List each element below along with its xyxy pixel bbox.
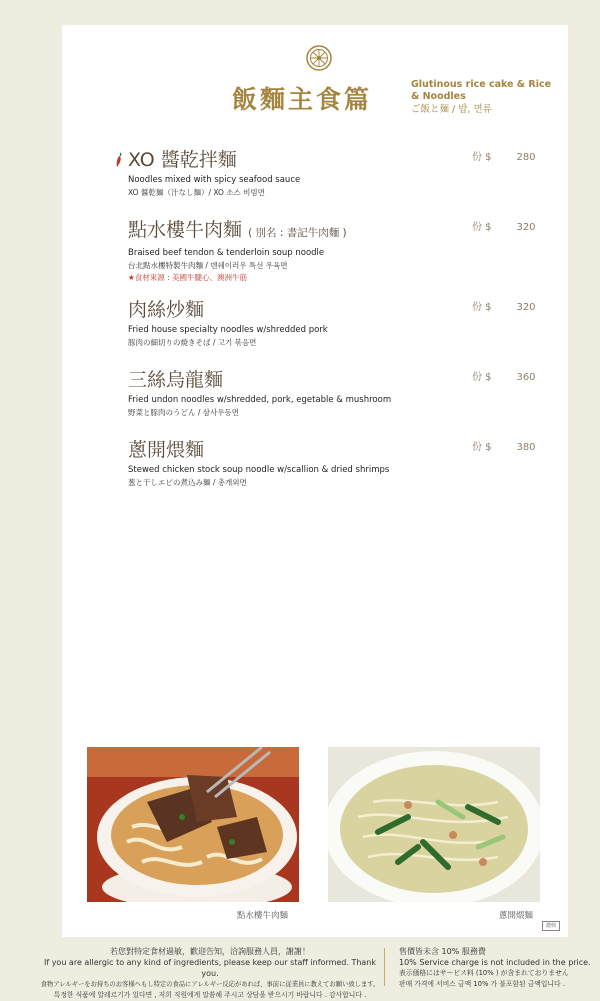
service-zh: 售價皆未含 10% 服務費 (399, 947, 486, 956)
beef-noodle-photo (87, 747, 299, 902)
item-price (472, 368, 536, 383)
wheel-logo-icon (306, 45, 332, 71)
footer-divider (384, 948, 385, 986)
category-subtitle-en: Glutinous rice cake & Rice & Noodles (411, 79, 552, 102)
category-subtitle-jp-kr: ご飯と麺 / 밥, 면류 (411, 104, 492, 115)
service-kr: 판매 가격에 서비스 금액 10% 가 불포함된 금액입니다 . (399, 980, 565, 988)
item-name-text: 點水樓牛肉麵 (128, 219, 243, 241)
item-name: 三絲烏龍麵 (128, 369, 224, 391)
item-price (472, 218, 536, 233)
category-subtitle (411, 79, 561, 116)
chili-pepper-icon (114, 152, 124, 168)
price-amount: 320 (516, 222, 536, 233)
seal-stamp: 濃興 (542, 921, 560, 931)
price-amount: 280 (516, 152, 536, 163)
item-price (472, 438, 536, 453)
photo-caption: 蔥開煨麵 (499, 911, 534, 921)
allergy-en: If you are allergic to any kind of ingredients, please keep our staff informed. Thank you. (43, 958, 377, 978)
item-ingredient-note: ★食材來源 : 美國牛腱心、澳洲牛筋 (128, 273, 248, 282)
service-jp: 表示価格にはサービス料 (10% ) が含まれておりません (399, 969, 569, 977)
item-english: Fried undon noodles w/shredded, pork, egetable & mushroom (128, 395, 392, 405)
item-jp-kr: 葱と干しエビの煮込み麺 / 총개외면 (128, 478, 247, 487)
item-name: XO 醬乾拌麵 (128, 149, 237, 171)
category-title: 飯麵主食篇 (232, 85, 373, 114)
service-charge-notice (399, 946, 599, 990)
item-jp-kr: 台北點水樓特製牛肉麵 / 뎬쉐이러우 특선 우육면 (128, 261, 288, 270)
item-price (472, 298, 536, 313)
price-label: 份 $ (472, 302, 492, 313)
price-label: 份 $ (472, 152, 492, 163)
price-label: 份 $ (472, 442, 492, 453)
price-amount: 380 (516, 442, 536, 453)
item-jp-kr: 野菜と豚肉のうどん / 삼사우동면 (128, 408, 240, 417)
item-name: 肉絲炒麵 (128, 299, 205, 321)
menu-card (62, 25, 568, 937)
item-english: Fried house specialty noodles w/shredded pork (128, 325, 328, 335)
item-jp-kr: XO 醤乾麺（汁なし麺）/ XO 소스 비빔면 (128, 188, 265, 197)
price-label: 份 $ (472, 222, 492, 233)
item-alias: ( 別名 : 書記牛肉麵 ) (248, 227, 347, 239)
scallion-noodle-photo (328, 747, 540, 902)
item-english: Stewed chicken stock soup noodle w/scallion & dried shrimps (128, 465, 390, 475)
allergy-zh: 若您對特定食材過敏，歡迎告知，洽詢服務人員，謝謝！ (110, 947, 310, 956)
item-english: Braised beef tendon & tenderloin soup noodle (128, 248, 325, 258)
price-amount: 360 (516, 372, 536, 383)
allergy-jp: 食物アレルギーをお持ちのお客様へもし特定の食品にアレルギー反応があれば、事前に従業員に教えてお願い致します。 (40, 981, 380, 988)
service-en: 10% Service charge is not included in the price. (399, 958, 591, 967)
allergy-notice (40, 946, 380, 1001)
item-name: 蔥開煨麵 (128, 439, 205, 461)
price-amount: 320 (516, 302, 536, 313)
item-jp-kr: 豚肉の細切りの焼きそば / 고기 볶음면 (128, 338, 257, 347)
item-price (472, 148, 536, 163)
photo-caption: 點水樓牛肉麵 (237, 911, 289, 921)
allergy-kr: 특정한 식품에 알레르기가 있다면 , 저희 직원에게 말씀해 주시고 상담을 받으시기 바랍니다 . 감사합니다 . (53, 991, 367, 999)
price-label: 份 $ (472, 372, 492, 383)
item-english: Noodles mixed with spicy seafood sauce (128, 175, 301, 185)
